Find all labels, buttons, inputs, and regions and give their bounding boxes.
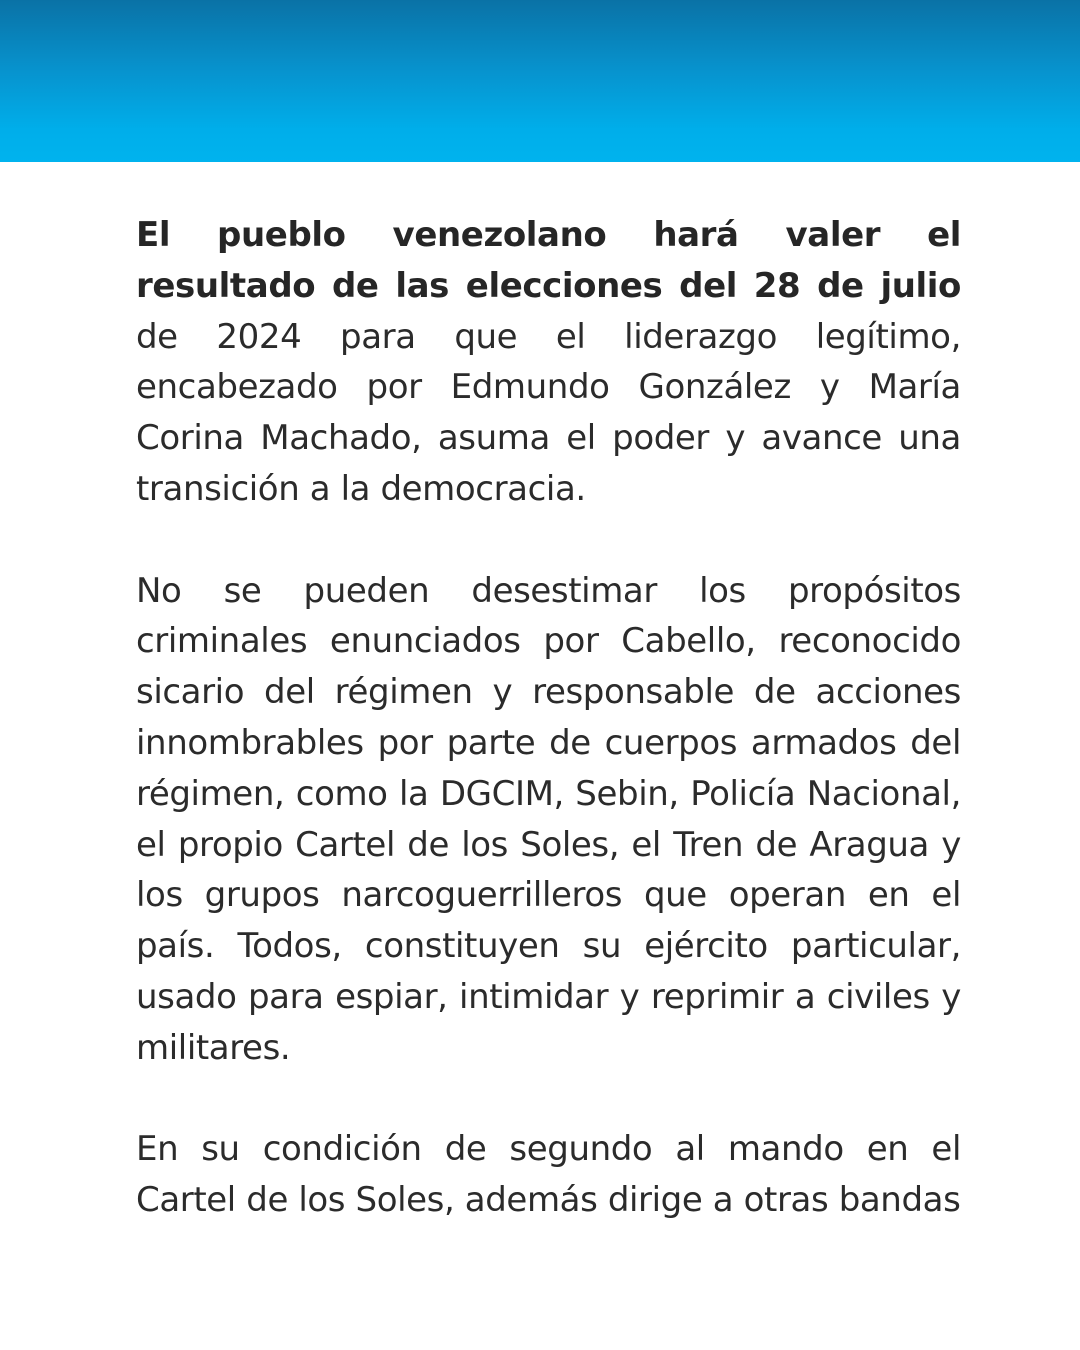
paragraph-1-text: de 2024 para que el liderazgo legítimo, encabezado por Edmundo González y María Corina Machado, asuma el poder y avance una transición a la democracia. (136, 316, 961, 509)
paragraph-1-bold-lead: El pueblo venezolano hará valer el resultado de las elecciones del 28 de julio (136, 215, 961, 306)
statement-body (136, 210, 961, 1277)
paragraph-1 (136, 210, 961, 515)
paragraph-3: En su condición de segundo al mando en el Cartel de los Soles, además dirige a otras bandas (136, 1129, 961, 1221)
paragraph-2: No se pueden desestimar los propósitos criminales enunciados por Cabello, reconocido sicario del régimen y responsable de acciones innombrables por parte de cuerpos armados del régimen, como la DGCIM, Sebin, Policía Nacional, el propio Cartel de los Soles, el Tren de Aragua y los grupos narcoguerrilleros que operan en el país. Todos, constituyen su ejército particular, usado para espiar, intimidar y reprimir a civiles y militares. (136, 570, 961, 1068)
header-band (0, 0, 1080, 162)
